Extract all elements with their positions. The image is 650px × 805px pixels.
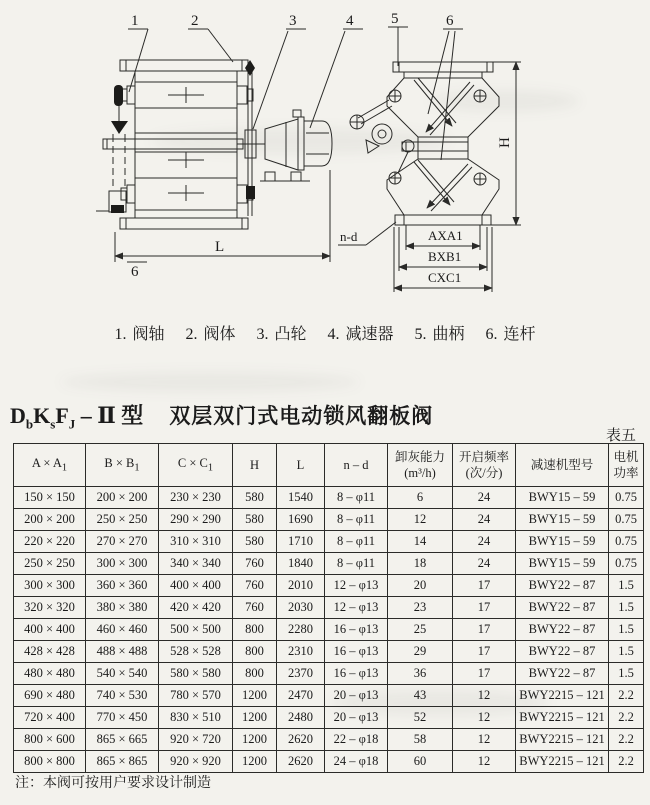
table-cell: 800 (233, 619, 277, 641)
table-cell: 428 × 428 (14, 641, 86, 663)
table-cell: BWY22 – 87 (516, 619, 609, 641)
dim-length-label: L (215, 239, 225, 255)
table-cell: 150 × 150 (14, 487, 86, 509)
table-cell: 400 × 400 (14, 619, 86, 641)
table-cell: BWY15 – 59 (516, 487, 609, 509)
legend-item-name: 凸轮 (274, 326, 307, 343)
table-cell: BWY15 – 59 (516, 509, 609, 531)
table-cell: BWY2215 – 121 (516, 707, 609, 729)
table-cell: 1200 (233, 707, 277, 729)
legend-item-number: 2. (185, 326, 198, 343)
crank-hub (372, 124, 392, 144)
table-cell: 2310 (277, 641, 325, 663)
table-cell: 8 – φ11 (325, 553, 388, 575)
table-cell: BWY15 – 59 (516, 531, 609, 553)
table-row (14, 619, 644, 641)
table-cell: 760 (233, 575, 277, 597)
table-cell: 1.5 (609, 619, 644, 641)
table-cell: 24 (453, 531, 516, 553)
part-label-1: 1 (131, 13, 139, 29)
table-cell: 580 (233, 509, 277, 531)
table-cell: 1.5 (609, 597, 644, 619)
table-cell: 300 × 300 (14, 575, 86, 597)
table-cell: 0.75 (609, 487, 644, 509)
part-label-3: 3 (289, 13, 297, 29)
shaft-handle (114, 85, 123, 106)
table-cell: 1.5 (609, 663, 644, 685)
table-cell: 12 (453, 729, 516, 751)
table-cell: 580 (233, 487, 277, 509)
table-cell: 24 (453, 509, 516, 531)
table-cell: 22 – φ18 (325, 729, 388, 751)
table-cell: 8 – φ11 (325, 487, 388, 509)
legend-item (328, 321, 394, 344)
table-cell: 17 (453, 619, 516, 641)
table-cell: BWY15 – 59 (516, 553, 609, 575)
legend-item (185, 321, 235, 344)
table-cell: 0.75 (609, 509, 644, 531)
table-cell: 6 (388, 487, 453, 509)
table-cell: 460 × 460 (86, 619, 159, 641)
col-header-l: L (277, 444, 325, 487)
table-row (14, 597, 644, 619)
legend-item-number: 6. (485, 326, 498, 343)
table-cell: 720 × 400 (14, 707, 86, 729)
table-cell: BWY22 – 87 (516, 575, 609, 597)
valve-technical-drawing (0, 0, 650, 310)
table-cell: 24 (453, 553, 516, 575)
table-cell: 14 (388, 531, 453, 553)
table-cell: 760 (233, 597, 277, 619)
table-cell: 420 × 420 (159, 597, 233, 619)
legend-item-name: 阀体 (203, 326, 236, 343)
table-cell: 24 (453, 487, 516, 509)
table-cell: 290 × 290 (159, 509, 233, 531)
table-cell: 0.75 (609, 531, 644, 553)
col-header-c: $C \times C_1$ (159, 444, 233, 487)
table-cell: 1200 (233, 729, 277, 751)
table-cell: BWY2215 – 121 (516, 685, 609, 707)
motor (304, 121, 332, 166)
table-cell: 8 – φ11 (325, 509, 388, 531)
col-header-h: H (233, 444, 277, 487)
table-cell: 2.2 (609, 707, 644, 729)
reducer-bell (265, 119, 298, 170)
table-cell: 865 × 865 (86, 751, 159, 773)
table-cell: 12 (453, 685, 516, 707)
col-header-reducer: 减速机型号 (516, 444, 609, 487)
table-cell: 20 – φ13 (325, 685, 388, 707)
table-cell: 800 (233, 641, 277, 663)
table-cell: 1540 (277, 487, 325, 509)
dim-left-mark: 6 (131, 264, 139, 280)
table-cell: 16 – φ13 (325, 641, 388, 663)
col-header-capacity: 卸灰能力 (m³/h) (388, 444, 453, 487)
table-cell: 25 (388, 619, 453, 641)
table-cell: 770 × 450 (86, 707, 159, 729)
rod-top-weight (245, 60, 255, 76)
table-cell: 1200 (233, 751, 277, 773)
table-header-row (14, 444, 644, 487)
table-cell: 2470 (277, 685, 325, 707)
table-cell: 20 (388, 575, 453, 597)
table-cell: 528 × 528 (159, 641, 233, 663)
table-cell: 16 – φ13 (325, 663, 388, 685)
table-cell: 270 × 270 (86, 531, 159, 553)
table-cell: 1.5 (609, 641, 644, 663)
model-code: $D_bK_sF_J$ – Ⅱ 型 (10, 403, 144, 432)
table-cell: 2.2 (609, 751, 644, 773)
table-cell: 690 × 480 (14, 685, 86, 707)
legend-item-name: 连杆 (503, 326, 536, 343)
col-header-frequency: 开启频率 (次/分) (453, 444, 516, 487)
part-label-4: 4 (346, 13, 354, 29)
legend-item (256, 321, 306, 344)
part-label-6: 6 (446, 13, 454, 29)
table-row (14, 641, 644, 663)
table-cell: 60 (388, 751, 453, 773)
legend-item-number: 3. (256, 326, 269, 343)
table-cell: 2.2 (609, 729, 644, 751)
table-cell: 480 × 480 (14, 663, 86, 685)
table-cell: 58 (388, 729, 453, 751)
table-cell: 920 × 920 (159, 751, 233, 773)
table-cell: 2620 (277, 729, 325, 751)
table-row (14, 575, 644, 597)
dim-c-label: CXC1 (428, 270, 462, 285)
spec-table (13, 443, 644, 773)
legend-item (415, 321, 465, 344)
table-cell: 200 × 200 (86, 487, 159, 509)
col-header-nd: n – d (325, 444, 388, 487)
legend (0, 321, 650, 344)
legend-item (486, 321, 536, 344)
legend-item-number: 1. (114, 326, 127, 343)
page-title (10, 399, 433, 432)
part-label-5: 5 (391, 11, 399, 27)
table-cell: 1840 (277, 553, 325, 575)
side-view (338, 62, 521, 292)
table-cell: 2010 (277, 575, 325, 597)
part-callouts (128, 11, 463, 160)
table-cell: BWY2215 – 121 (516, 729, 609, 751)
table-row (14, 751, 644, 773)
table-row (14, 553, 644, 575)
table-cell: 250 × 250 (14, 553, 86, 575)
table-cell: 1200 (233, 685, 277, 707)
table-cell: 360 × 360 (86, 575, 159, 597)
table-cell: BWY22 – 87 (516, 597, 609, 619)
table-cell: 780 × 570 (159, 685, 233, 707)
table-cell: 1.5 (609, 575, 644, 597)
table-cell: 1710 (277, 531, 325, 553)
spec-table-body (14, 487, 644, 773)
table-cell: 500 × 500 (159, 619, 233, 641)
table-cell: 17 (453, 575, 516, 597)
legend-item (114, 321, 164, 344)
table-cell: 2.2 (609, 685, 644, 707)
table-cell: 2620 (277, 751, 325, 773)
table-cell: 24 – φ18 (325, 751, 388, 773)
table-row (14, 663, 644, 685)
table-row (14, 707, 644, 729)
table-cell: 740 × 530 (86, 685, 159, 707)
legend-item-name: 减速器 (345, 326, 394, 343)
legend-item-name: 阀轴 (132, 326, 165, 343)
table-cell: 220 × 220 (14, 531, 86, 553)
table-cell: BWY22 – 87 (516, 663, 609, 685)
table-row (14, 729, 644, 751)
table-cell: 2030 (277, 597, 325, 619)
dim-b-label: BXB1 (428, 249, 462, 264)
table-cell: 17 (453, 597, 516, 619)
table-cell: 2370 (277, 663, 325, 685)
table-cell: 0.75 (609, 553, 644, 575)
table-cell: 865 × 665 (86, 729, 159, 751)
part-label-2: 2 (191, 13, 199, 29)
table-cell: 320 × 320 (14, 597, 86, 619)
table-cell: 200 × 200 (14, 509, 86, 531)
table-cell: BWY22 – 87 (516, 641, 609, 663)
table-cell: 250 × 250 (86, 509, 159, 531)
table-cell: 380 × 380 (86, 597, 159, 619)
table-cell: 17 (453, 641, 516, 663)
table-cell: 760 (233, 553, 277, 575)
col-header-a: $A \times A_1$ (14, 444, 86, 487)
legend-item-number: 4. (327, 326, 340, 343)
table-cell: 16 – φ13 (325, 619, 388, 641)
table-cell: 340 × 340 (159, 553, 233, 575)
table-cell: 300 × 300 (86, 553, 159, 575)
table-row (14, 685, 644, 707)
table-cell: 400 × 400 (159, 575, 233, 597)
product-name: 双层双门式电动锁风翻板阀 (169, 404, 434, 428)
table-cell: 580 × 580 (159, 663, 233, 685)
table-cell: 800 (233, 663, 277, 685)
table-cell: 488 × 488 (86, 641, 159, 663)
table-cell: 800 × 800 (14, 751, 86, 773)
scan-smudge (60, 372, 360, 392)
table-cell: 17 (453, 663, 516, 685)
table-cell: 2280 (277, 619, 325, 641)
table-cell: 43 (388, 685, 453, 707)
legend-item-name: 曲柄 (432, 326, 465, 343)
dim-height-label: H (497, 137, 513, 148)
footnote: 注：本阀可按用户要求设计制造 (15, 776, 211, 791)
table-cell: 29 (388, 641, 453, 663)
table-cell: 20 – φ13 (325, 707, 388, 729)
table-cell: 8 – φ11 (325, 531, 388, 553)
table-cell: 18 (388, 553, 453, 575)
table-cell: 580 (233, 531, 277, 553)
table-cell: 12 – φ13 (325, 575, 388, 597)
table-cell: 830 × 510 (159, 707, 233, 729)
dim-a-label: AXA1 (428, 228, 463, 243)
table-cell: 36 (388, 663, 453, 685)
col-header-power: 电机 功率 (609, 444, 644, 487)
table-row (14, 509, 644, 531)
table-cell: 540 × 540 (86, 663, 159, 685)
table-cell: 920 × 720 (159, 729, 233, 751)
legend-item-number: 5. (414, 326, 427, 343)
col-header-b: $B \times B_1$ (86, 444, 159, 487)
table-cell: 12 – φ13 (325, 597, 388, 619)
table-number: 表五 (605, 428, 636, 444)
table-cell: 12 (453, 707, 516, 729)
table-row (14, 531, 644, 553)
table-cell: 1690 (277, 509, 325, 531)
table-cell: 23 (388, 597, 453, 619)
bolt-holes-label: n-d (340, 229, 358, 244)
table-cell: 2480 (277, 707, 325, 729)
table-cell: 800 × 600 (14, 729, 86, 751)
table-cell: 12 (388, 509, 453, 531)
table-row (14, 487, 644, 509)
table-cell: 52 (388, 707, 453, 729)
front-view (96, 60, 332, 280)
table-cell: BWY2215 – 121 (516, 751, 609, 773)
table-cell: 12 (453, 751, 516, 773)
table-cell: 310 × 310 (159, 531, 233, 553)
table-cell: 230 × 230 (159, 487, 233, 509)
